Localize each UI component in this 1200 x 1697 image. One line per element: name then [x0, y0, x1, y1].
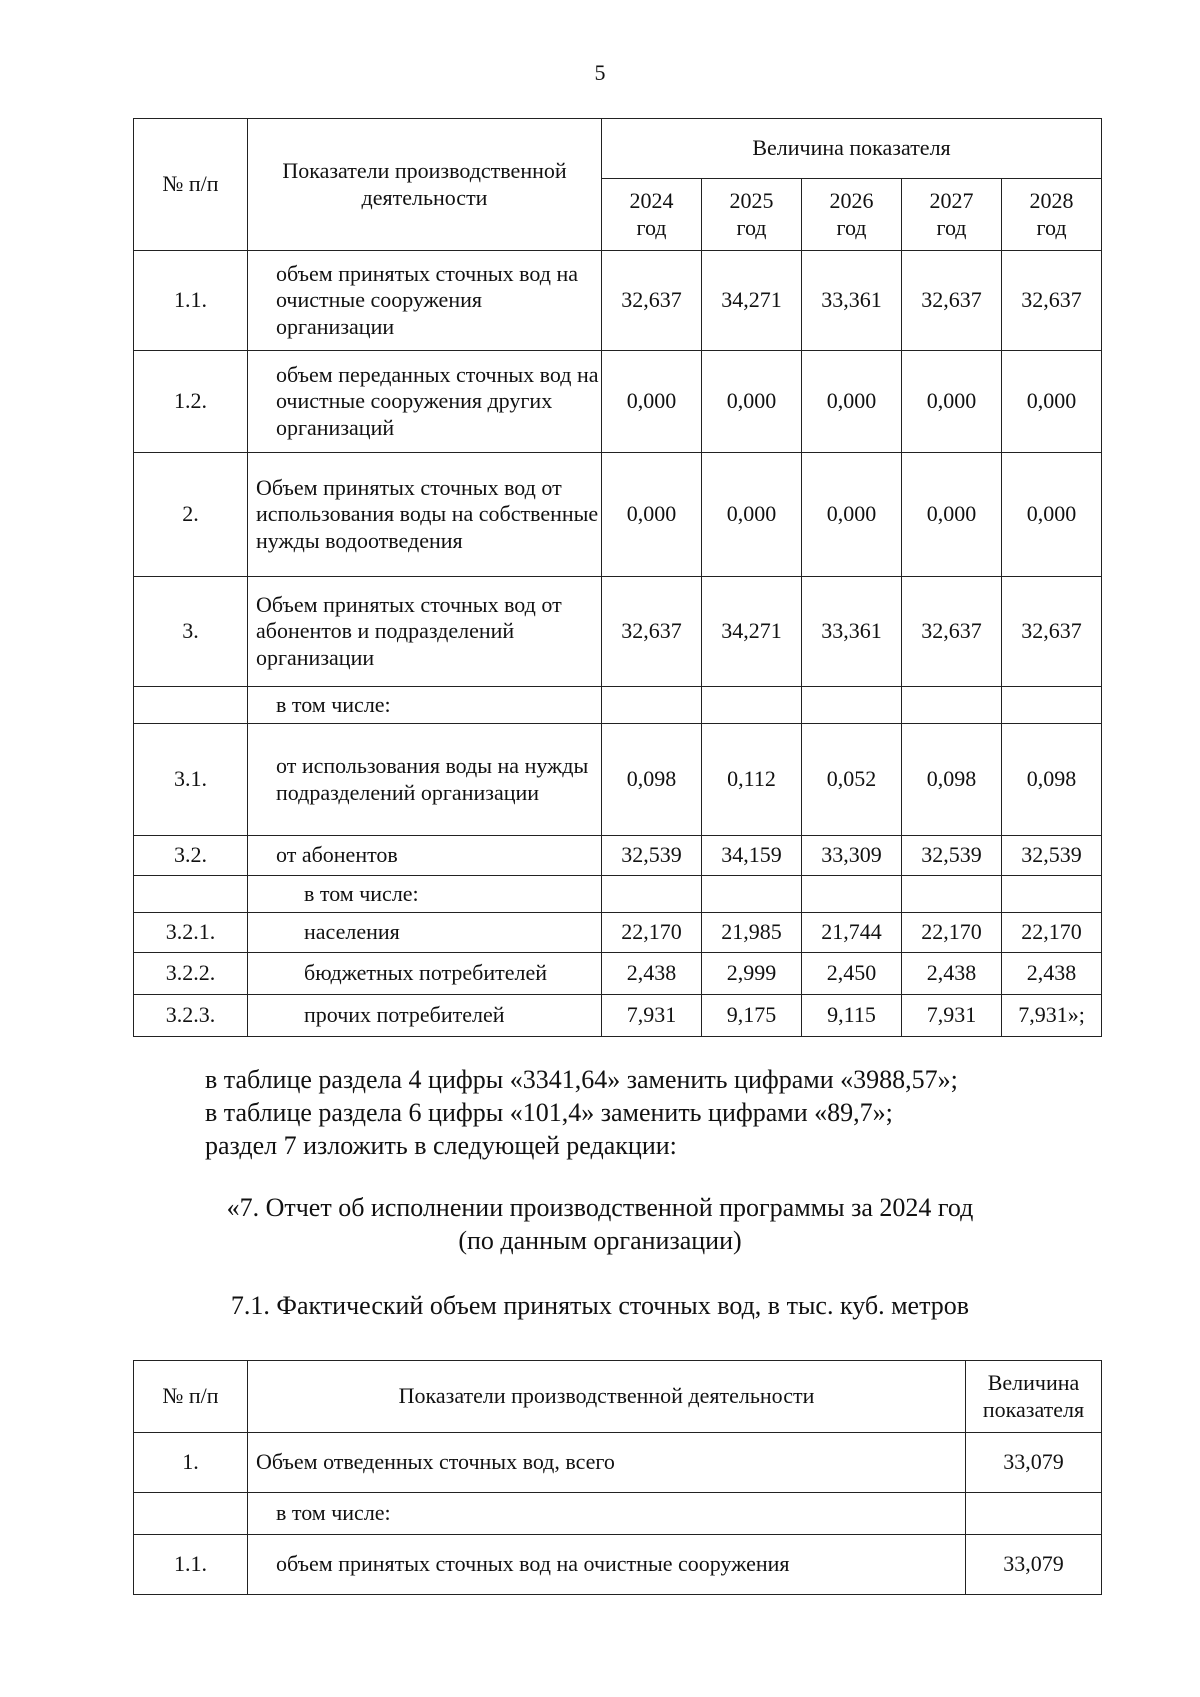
row-value: 0,098 [902, 724, 1002, 836]
header-year-2026: 2026 год [802, 179, 902, 251]
table-row [134, 453, 1102, 577]
row-label: бюджетных потребителей [248, 953, 602, 995]
page-number: 5 [594, 60, 606, 85]
row-num: 3.2.2. [134, 953, 248, 995]
table-row [134, 577, 1102, 687]
table-row [134, 724, 1102, 836]
table-row [134, 1433, 1102, 1493]
actual-volume-table [133, 1360, 1102, 1595]
row-value [602, 876, 702, 913]
row-label: в том числе: [248, 687, 602, 724]
row-num: 1.2. [134, 351, 248, 453]
row-value [1002, 687, 1102, 724]
row-value: 7,931 [602, 995, 702, 1037]
row-label: от использования воды на нужды подразделений организации [248, 724, 602, 836]
row-num: 3.2. [134, 836, 248, 876]
row-label: Объем отведенных сточных вод, всего [248, 1433, 966, 1493]
row-num [134, 1493, 248, 1535]
row-value: 0,000 [602, 453, 702, 577]
row-value: 0,000 [702, 453, 802, 577]
row-value: 21,744 [802, 913, 902, 953]
row-value [1002, 876, 1102, 913]
table-row [134, 836, 1102, 876]
row-num [134, 687, 248, 724]
row-value: 0,000 [702, 351, 802, 453]
row-label: Объем принятых сточных вод от использования воды на собственные нужды водоотведения [248, 453, 602, 577]
row-value: 32,637 [602, 577, 702, 687]
amendment-line: в таблице раздела 4 цифры «3341,64» заменить цифрами «3988,57»; [205, 1065, 958, 1094]
row-value: 2,999 [702, 953, 802, 995]
row-value: 32,539 [902, 836, 1002, 876]
row-value [802, 687, 902, 724]
table-row [134, 1535, 1102, 1595]
row-value [802, 876, 902, 913]
table-row [134, 876, 1102, 913]
row-value [702, 687, 802, 724]
row-value: 0,098 [602, 724, 702, 836]
row-num: 1. [134, 1433, 248, 1493]
table-header-row [134, 119, 1102, 179]
row-value [902, 687, 1002, 724]
row-value: 22,170 [902, 913, 1002, 953]
header-year-2024: 2024 год [602, 179, 702, 251]
row-num: 1.1. [134, 251, 248, 351]
row-label: объем переданных сточных вод на очистные сооружения других организаций [248, 351, 602, 453]
row-value: 7,931 [902, 995, 1002, 1037]
table-header-row [134, 1361, 1102, 1433]
row-num [134, 876, 248, 913]
row-value: 0,000 [802, 351, 902, 453]
table-row [134, 913, 1102, 953]
row-value: 22,170 [602, 913, 702, 953]
header-num: № п/п [134, 119, 248, 251]
header-value: Величина показателя [966, 1361, 1102, 1433]
header-year-2028: 2028 год [1002, 179, 1102, 251]
row-value: 7,931»; [1002, 995, 1102, 1037]
row-value: 0,052 [802, 724, 902, 836]
row-label: в том числе: [248, 1493, 966, 1535]
table-row [134, 953, 1102, 995]
row-value: 32,637 [1002, 577, 1102, 687]
row-value: 0,000 [1002, 351, 1102, 453]
row-value [702, 876, 802, 913]
row-label: Объем принятых сточных вод от абонентов и подразделений организации [248, 577, 602, 687]
row-value: 33,309 [802, 836, 902, 876]
row-value: 0,000 [902, 453, 1002, 577]
row-value: 0,000 [802, 453, 902, 577]
row-value: 0,098 [1002, 724, 1102, 836]
row-value: 2,450 [802, 953, 902, 995]
row-value: 2,438 [602, 953, 702, 995]
row-value: 0,000 [1002, 453, 1102, 577]
row-value: 0,000 [602, 351, 702, 453]
header-indicators: Показатели производственной деятельности [248, 1361, 966, 1433]
row-label: от абонентов [248, 836, 602, 876]
row-label: объем принятых сточных вод на очистные сооружения [248, 1535, 966, 1595]
header-num: № п/п [134, 1361, 248, 1433]
amendment-line: раздел 7 изложить в следующей редакции: [205, 1131, 677, 1160]
row-value: 33,361 [802, 251, 902, 351]
table-row [134, 351, 1102, 453]
table-row [134, 251, 1102, 351]
row-value: 22,170 [1002, 913, 1102, 953]
section-title: «7. Отчет об исполнении производственной программы за 2024 год [226, 1193, 974, 1222]
row-label: населения [248, 913, 602, 953]
table-row [134, 1493, 1102, 1535]
row-value: 32,637 [902, 577, 1002, 687]
row-value: 0,112 [702, 724, 802, 836]
row-num: 3.2.1. [134, 913, 248, 953]
row-value: 34,271 [702, 251, 802, 351]
row-value: 32,637 [602, 251, 702, 351]
row-value: 9,115 [802, 995, 902, 1037]
row-value: 32,539 [1002, 836, 1102, 876]
row-value: 32,637 [902, 251, 1002, 351]
row-value: 2,438 [902, 953, 1002, 995]
row-num: 3.1. [134, 724, 248, 836]
row-num: 2. [134, 453, 248, 577]
row-value: 9,175 [702, 995, 802, 1037]
row-value [966, 1493, 1102, 1535]
row-label: в том числе: [248, 876, 602, 913]
section-subtitle: (по данным организации) [458, 1226, 742, 1255]
header-value-group: Величина показателя [602, 119, 1102, 179]
row-value: 33,079 [966, 1535, 1102, 1595]
subsection-title: 7.1. Фактический объем принятых сточных вод, в тыс. куб. метров [230, 1291, 970, 1320]
row-num: 3. [134, 577, 248, 687]
row-value: 32,637 [1002, 251, 1102, 351]
row-value: 2,438 [1002, 953, 1102, 995]
header-indicators: Показатели производственной деятельности [248, 119, 602, 251]
row-value: 33,361 [802, 577, 902, 687]
row-num: 3.2.3. [134, 995, 248, 1037]
row-value: 34,271 [702, 577, 802, 687]
table-row [134, 995, 1102, 1037]
amendment-line: в таблице раздела 6 цифры «101,4» заменить цифрами «89,7»; [205, 1098, 893, 1127]
row-value: 34,159 [702, 836, 802, 876]
production-indicators-table [133, 118, 1102, 1037]
row-value: 32,539 [602, 836, 702, 876]
row-value: 0,000 [902, 351, 1002, 453]
row-value [602, 687, 702, 724]
header-year-2027: 2027 год [902, 179, 1002, 251]
row-value: 33,079 [966, 1433, 1102, 1493]
header-year-2025: 2025 год [702, 179, 802, 251]
row-num: 1.1. [134, 1535, 248, 1595]
row-label: объем принятых сточных вод на очистные сооружения организации [248, 251, 602, 351]
row-value: 21,985 [702, 913, 802, 953]
row-label: прочих потребителей [248, 995, 602, 1037]
table-row [134, 687, 1102, 724]
row-value [902, 876, 1002, 913]
